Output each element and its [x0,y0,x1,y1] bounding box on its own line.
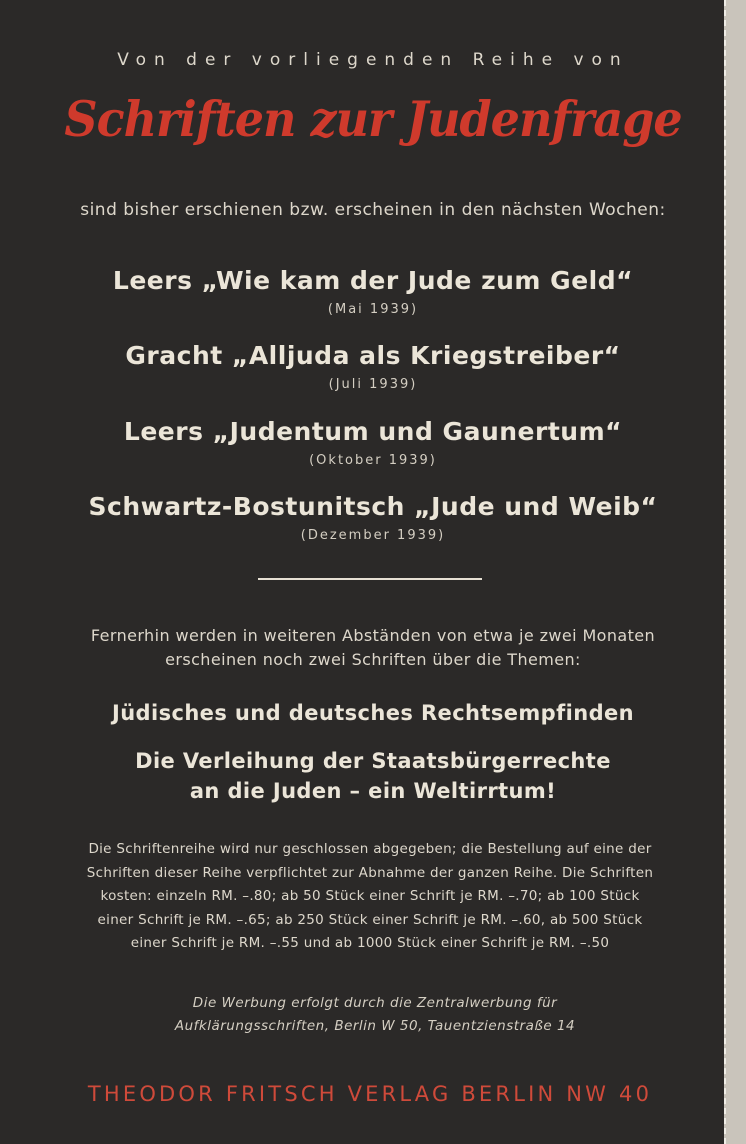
divider [258,578,482,580]
publisher-imprint: THEODOR FRITSCH VERLAG BERLIN NW 40 [87,1082,653,1106]
terms-line: Schriften dieser Reihe verpflichtet zur Abnahme der ganzen Reihe. Die Schriften [86,864,654,881]
werbung-note [80,992,670,1038]
werbung-line-1: Die Werbung erfolgt durch die Zentralwerbung für [192,995,558,1011]
terms-line: kosten: einzeln RM. –.80; ab 50 Stück einer Schrift je RM. –.70; ab 100 Stück [100,888,640,904]
terms-line: Die Schriftenreihe wird nur geschlossen abgegeben; die Bestellung auf eine der [88,841,652,857]
book-title-1: Leers „Wie kam der Jude zum Geld“ [112,266,634,295]
series-title: Schriften zur Judenfrage [64,90,682,148]
book-date-1: (Mai 1939) [327,302,419,317]
further-line-2: erscheinen noch zwei Schriften über die Themen: [165,650,581,669]
werbung-line-2: Aufklärungsschriften, Berlin W 50, Tauentzienstraße 14 [174,1018,576,1034]
book-date-3: (Oktober 1939) [309,453,437,468]
terms-line: einer Schrift je RM. –.55 und ab 1000 Stück einer Schrift je RM. –.50 [130,935,610,951]
topic-2-line-1: Die Verleihung der Staatsbürgerrechte [135,749,611,773]
book-title-4: Schwartz-Bostunitsch „Jude und Weib“ [88,492,658,521]
book-date-4: (Dezember 1939) [300,528,446,543]
topic-1: Jüdisches und deutsches Rechtsempfinden [111,701,635,725]
intro-line: Von der vorliegenden Reihe von [117,50,629,70]
topic-2-line-2: an die Juden – ein Weltirrtum! [189,779,557,803]
terms-line: einer Schrift je RM. –.65; ab 250 Stück einer Schrift je RM. –.60, ab 500 Stück [97,911,643,928]
book-date-2: (Juli 1939) [328,377,418,392]
terms-paragraph [50,838,690,956]
further-line-1: Fernerhin werden in weiteren Abständen von etwa je zwei Monaten [90,626,656,645]
book-title-2: Gracht „Alljuda als Kriegstreiber“ [125,341,621,370]
page-edge [724,0,746,1144]
book-title-3: Leers „Judentum und Gaunertum“ [123,417,623,446]
further-text [0,624,724,672]
sub-line: sind bisher erschienen bzw. erscheinen in den nächsten Wochen: [80,200,666,220]
